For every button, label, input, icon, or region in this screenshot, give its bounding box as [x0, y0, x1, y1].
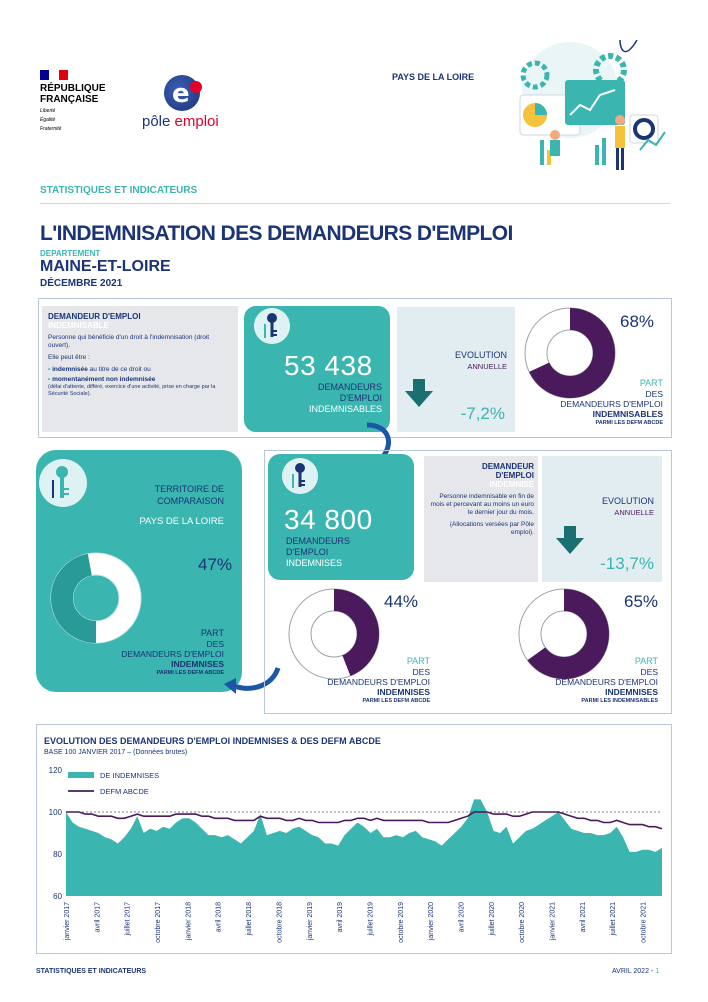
definition-text: Personne indemnisable en fin de mois et percevant au moins un euro le dernier jour du mois. [430, 493, 534, 516]
definition-title-3: INDEMNISE [489, 480, 534, 489]
pole-emploi-e-icon: e [172, 79, 190, 109]
part-small: PARMI LES DEFM ABCDE [362, 698, 430, 704]
part-desc: DEMANDEURS D'EMPLOI [121, 649, 224, 659]
bullet-1-bold: indemnisée [52, 366, 88, 373]
part-label: PART [639, 378, 663, 388]
legend-swatch-indemnises [68, 772, 94, 778]
departement-name: MAINE-ET-LOIRE [40, 258, 171, 275]
evolution-subtitle: ANNUELLE [614, 508, 654, 517]
rf-line-1: RÉPUBLIQUE [40, 83, 106, 94]
evolution-indemnisables [397, 307, 515, 432]
x-tick-label: janvier 2018 [185, 902, 193, 941]
x-tick-label: avril 2019 [337, 902, 345, 933]
evolution-indemnises [542, 456, 662, 582]
devise-3: Fraternité [40, 126, 62, 132]
evolution-value: -7,2% [460, 404, 505, 423]
arrow-down-icon [405, 379, 433, 407]
section-label: STATISTIQUES ET INDICATEURS [40, 185, 198, 196]
definition-bullet-1 [48, 366, 232, 374]
part-bold: INDEMNISABLES [592, 409, 663, 419]
bullet-dot-icon: • [48, 376, 53, 383]
evolution-subtitle: ANNUELLE [467, 362, 507, 371]
definition-text: Personne qui bénéficie d'un droit à l'indemnisation (droit ouvert). [48, 334, 210, 349]
part-label: PART [200, 628, 224, 638]
part-des: DES [640, 667, 658, 677]
x-tick-label: janvier 2021 [549, 902, 557, 941]
period-label: DÉCEMBRE 2021 [40, 278, 123, 289]
bullet-dot-icon: • [48, 366, 53, 373]
pole-emploi-logo [142, 75, 232, 135]
divider [40, 203, 670, 204]
chart-subtitle: BASE 100 JANVIER 2017 – (Données brutes) [44, 749, 188, 756]
y-tick-label: 60 [53, 892, 62, 901]
flag-icon [40, 70, 68, 80]
part-indemnises-indemnisables [508, 656, 658, 705]
part-bold: INDEMNISES [605, 687, 658, 697]
evolution-value: -13,7% [600, 554, 654, 573]
card-label-1: DEMANDEURS [317, 382, 382, 392]
legend-label-defm: DEFM ABCDE [100, 787, 149, 796]
card-label-3: INDEMNISES [286, 558, 343, 568]
part-small: PARMI LES DEFM ABCDE [156, 670, 224, 676]
x-tick-label: avril 2017 [94, 902, 102, 933]
evolution-chart [36, 760, 672, 954]
card-label-2: D'EMPLOI [339, 393, 382, 403]
x-tick-label: avril 2020 [458, 902, 466, 933]
definition-title: DEMANDEUR D'EMPLOI [48, 312, 141, 321]
y-tick-label: 120 [48, 766, 62, 775]
x-tick-label: avril 2021 [579, 902, 587, 933]
page-title: L'INDEMNISATION DES DEMANDEURS D'EMPLOI [40, 222, 513, 245]
bullet-1-text: au titre de ce droit ou [87, 366, 151, 373]
x-tick-label: avril 2018 [215, 902, 223, 933]
x-tick-label: octobre 2021 [640, 902, 648, 943]
series-de-indemnises-area [66, 799, 662, 896]
count-indemnises: 34 800 [284, 504, 373, 535]
departement-label: DEPARTEMENT [40, 249, 101, 258]
page-number: 1 [655, 968, 660, 975]
x-tick-label: juillet 2018 [246, 902, 254, 936]
devise-1: Liberté [40, 108, 56, 114]
part-label: PART [406, 656, 430, 666]
legend-label-indemnises: DE INDEMNISES [100, 771, 160, 780]
x-tick-label: juillet 2017 [124, 902, 132, 936]
part-des: DES [206, 639, 224, 649]
footer-label: STATISTIQUES ET INDICATEURS [36, 968, 147, 975]
pct-territoire: 47% [198, 555, 233, 574]
definition-text-2: Elle peut être : [48, 354, 90, 361]
x-tick-label: juillet 2021 [610, 902, 618, 936]
chart-title: EVOLUTION DES DEMANDEURS D'EMPLOI INDEMNISES & DES DEFM ABCDE [44, 736, 381, 746]
region-label: PAYS DE LA LOIRE [392, 72, 475, 82]
definition-indemnise [424, 456, 538, 582]
part-desc: DEMANDEURS D'EMPLOI [327, 677, 430, 687]
card-label-2: D'EMPLOI [286, 547, 329, 557]
part-bold: INDEMNISES [377, 687, 430, 697]
definition-title-2: D'EMPLOI [495, 471, 534, 480]
x-tick-label: janvier 2019 [306, 902, 314, 941]
devise-2: Égalité [40, 117, 56, 123]
card-indemnises [268, 454, 414, 580]
x-tick-label: octobre 2020 [519, 902, 527, 943]
pct-indemnises-defm: 44% [384, 592, 419, 611]
definition-small: (délai d'attente, différé, exercice d'une activité, prise en charge par la Sécurité Sociale). [48, 384, 216, 397]
wordmark-emploi: emploi [174, 113, 219, 130]
footer-month: AVRIL 2022 [612, 968, 649, 975]
y-tick-label: 100 [48, 808, 62, 817]
bullet-2-bold: momentanément non indemnisée [52, 376, 156, 383]
y-tick-label: 80 [53, 850, 62, 859]
definition-small: (Allocations versées par Pôle emploi). [449, 521, 534, 536]
part-indemnisables [513, 378, 663, 427]
x-tick-label: octobre 2019 [397, 902, 405, 943]
part-label: PART [634, 656, 658, 666]
part-indemnises-defm [280, 656, 430, 705]
key-ladder-icon [38, 458, 88, 508]
part-des: DES [412, 667, 430, 677]
card-label-3: INDEMNISABLES [308, 404, 382, 414]
x-tick-label: janvier 2020 [428, 902, 436, 941]
definition-indemnisable [42, 306, 238, 432]
part-bold: INDEMNISES [171, 659, 224, 669]
definition-title-1: DEMANDEUR [482, 462, 534, 471]
card-territoire [36, 450, 242, 692]
x-tick-label: juillet 2019 [367, 902, 375, 936]
part-territoire [74, 628, 224, 677]
part-small: PARMI LES DEFM ABCDE [595, 420, 663, 426]
territoire-title-1: TERRITOIRE DE [154, 484, 224, 494]
part-small: PARMI LES INDEMNISABLES [581, 698, 658, 704]
part-des: DES [645, 389, 663, 399]
x-tick-label: juillet 2020 [488, 902, 496, 936]
evolution-title: EVOLUTION [601, 496, 654, 506]
series-defm-abcde-line [66, 812, 662, 829]
arrow-down-icon [556, 526, 584, 554]
evolution-title: EVOLUTION [454, 350, 507, 360]
footer-date: AVRIL 2022 - 1 [612, 968, 660, 975]
territoire-title-2: COMPARAISON [157, 496, 224, 506]
x-tick-label: octobre 2017 [155, 902, 162, 943]
part-desc: DEMANDEURS D'EMPLOI [555, 677, 658, 687]
wordmark-pole: pôle [142, 113, 171, 130]
key-icon [254, 308, 290, 344]
part-desc: DEMANDEURS D'EMPLOI [560, 399, 663, 409]
key-icon [282, 458, 318, 494]
x-tick-label: octobre 2018 [276, 902, 284, 943]
republique-francaise-logo [40, 70, 120, 132]
card-indemnisables [244, 306, 390, 432]
rf-line-2: FRANÇAISE [40, 94, 99, 105]
pole-emploi-wordmark [142, 113, 219, 130]
pct-indemnises-indemnisables: 65% [624, 592, 659, 611]
definition-bullet-2 [48, 376, 232, 384]
x-tick-label: janvier 2017 [64, 902, 71, 941]
dashboard-illustration [500, 40, 670, 180]
pole-emploi-dot-icon [190, 81, 202, 93]
card-label-1: DEMANDEURS [286, 536, 351, 546]
definition-title-2: INDEMNISABLE [48, 321, 109, 330]
pct-indemnisables: 68% [620, 312, 655, 331]
count-indemnisables: 53 438 [284, 350, 373, 381]
territoire-name: PAYS DE LA LOIRE [139, 516, 224, 527]
